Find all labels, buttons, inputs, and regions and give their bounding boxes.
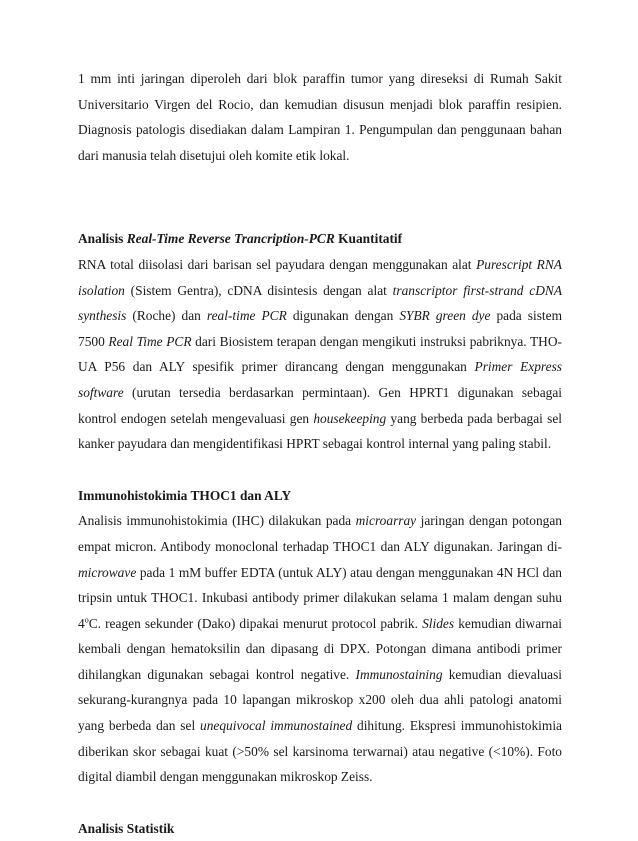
italic-run: transcriptor first-strand cDNA synthesis (78, 282, 562, 324)
text-run: dihitung. Ekspresi immunohistokimia diberikan skor sebagai kuat (>50% sel karsinoma terwarnai) atau negative (<10%). Foto digital diambil dengan menggunakan mikroskop Zeiss. (78, 718, 562, 785)
text-run: kemudian diwarnai kembali dengan hematoksilin dan dipasang di DPX. Potongan dimana antibodi primer dihilangkan digunakan sebagai kontrol negative. (78, 615, 562, 682)
spacer (78, 168, 562, 226)
paragraph-rt-pcr (78, 252, 562, 457)
heading-statistical-analysis (78, 816, 562, 841)
text-run: RNA total diisolasi dari barisan sel payudara dengan menggunakan alat (78, 256, 477, 272)
heading-text: Analisis (78, 231, 127, 247)
text-run: digunakan dengan (286, 308, 400, 324)
italic-run: unequivocal immunostained (200, 718, 353, 734)
heading-text: Kuantitatif (334, 231, 403, 247)
italic-run: real-time PCR (206, 308, 287, 324)
heading-immunohistochemistry (78, 483, 562, 509)
heading-italic-text: Real-Time Reverse Trancription-PCR (126, 231, 335, 247)
degree-superscript: o (84, 615, 89, 625)
text-run: kemudian dievaluasi sekurang-kurangnya pada 10 lapangan mikroskop x200 oleh dua ahli patologi anatomi yang berbeda dan sel (78, 666, 562, 734)
italic-run: Immunostaining (355, 666, 443, 682)
spacer (78, 790, 562, 816)
italic-run: housekeeping (313, 410, 387, 426)
italic-run: SYBR green dye (399, 308, 491, 324)
text-run: (urutan tersedia berdasarkan permintaan). Gen HPRT1 digunakan sebagai kontrol endogen setelah mengevaluasi gen (78, 384, 562, 426)
italic-run: Slides (422, 615, 455, 631)
text-run: (Sistem Gentra), cDNA disintesis dengan alat (124, 282, 393, 298)
italic-run: microarray (355, 513, 417, 529)
text-run: jaringan dengan potongan empat micron. Antibody monoclonal terhadap THOC1 dan ALY digunakan. Jaringan di- (78, 513, 562, 554)
paragraph-tissue-collection (78, 66, 562, 168)
document-page (78, 66, 562, 841)
text-run: C. reagen sekunder (Dako) dipakai menurut protocol pabrik. (88, 615, 423, 631)
italic-run: microwave (78, 564, 137, 580)
text-run: Analisis immunohistokimia (IHC) dilakukan pada (78, 513, 356, 529)
text-run: pada 1 mM buffer EDTA (untuk ALY) atau dengan menggunakan 4N HCl dan tripsin untuk THOC1. Inkubasi antibody primer dilakukan selama 1 malam dengan suhu 4 (78, 564, 562, 631)
italic-run: Real Time PCR (108, 333, 192, 349)
heading-rt-pcr (78, 226, 562, 252)
heading-text: Immunohistokimia THOC1 dan ALY (78, 487, 292, 503)
italic-run: Primer Express software (78, 359, 563, 400)
text-run: dari Biosistem terapan dengan mengikuti instruksi pabriknya. THO-UA P56 dan ALY spesifik primer dirancang dengan menggunakan (78, 333, 562, 375)
italic-run: Purescript RNA isolation (78, 256, 562, 298)
paragraph-immunohistochemistry (78, 508, 562, 790)
text-run: pada sistem 7500 (78, 308, 562, 349)
heading-text: Analisis Statistik (78, 820, 175, 836)
spacer (78, 457, 562, 483)
text-run: (Roche) dan (126, 308, 207, 324)
paragraph-text: 1 mm inti jaringan diperoleh dari blok paraffin tumor yang direseksi di Rumah Sakit Universitario Virgen del Rocio, dan kemudian disusun menjadi blok paraffin resipien. Diagnosis patologis disediakan dalam Lampiran 1. Pengumpulan dan penggunaan bahan dari manusia telah disetujui oleh komite etik lokal. (78, 71, 562, 163)
text-run: yang berbeda pada berbagai sel kanker payudara dan mengidentifikasi HPRT sebagai kontrol internal yang paling stabil. (78, 410, 562, 452)
